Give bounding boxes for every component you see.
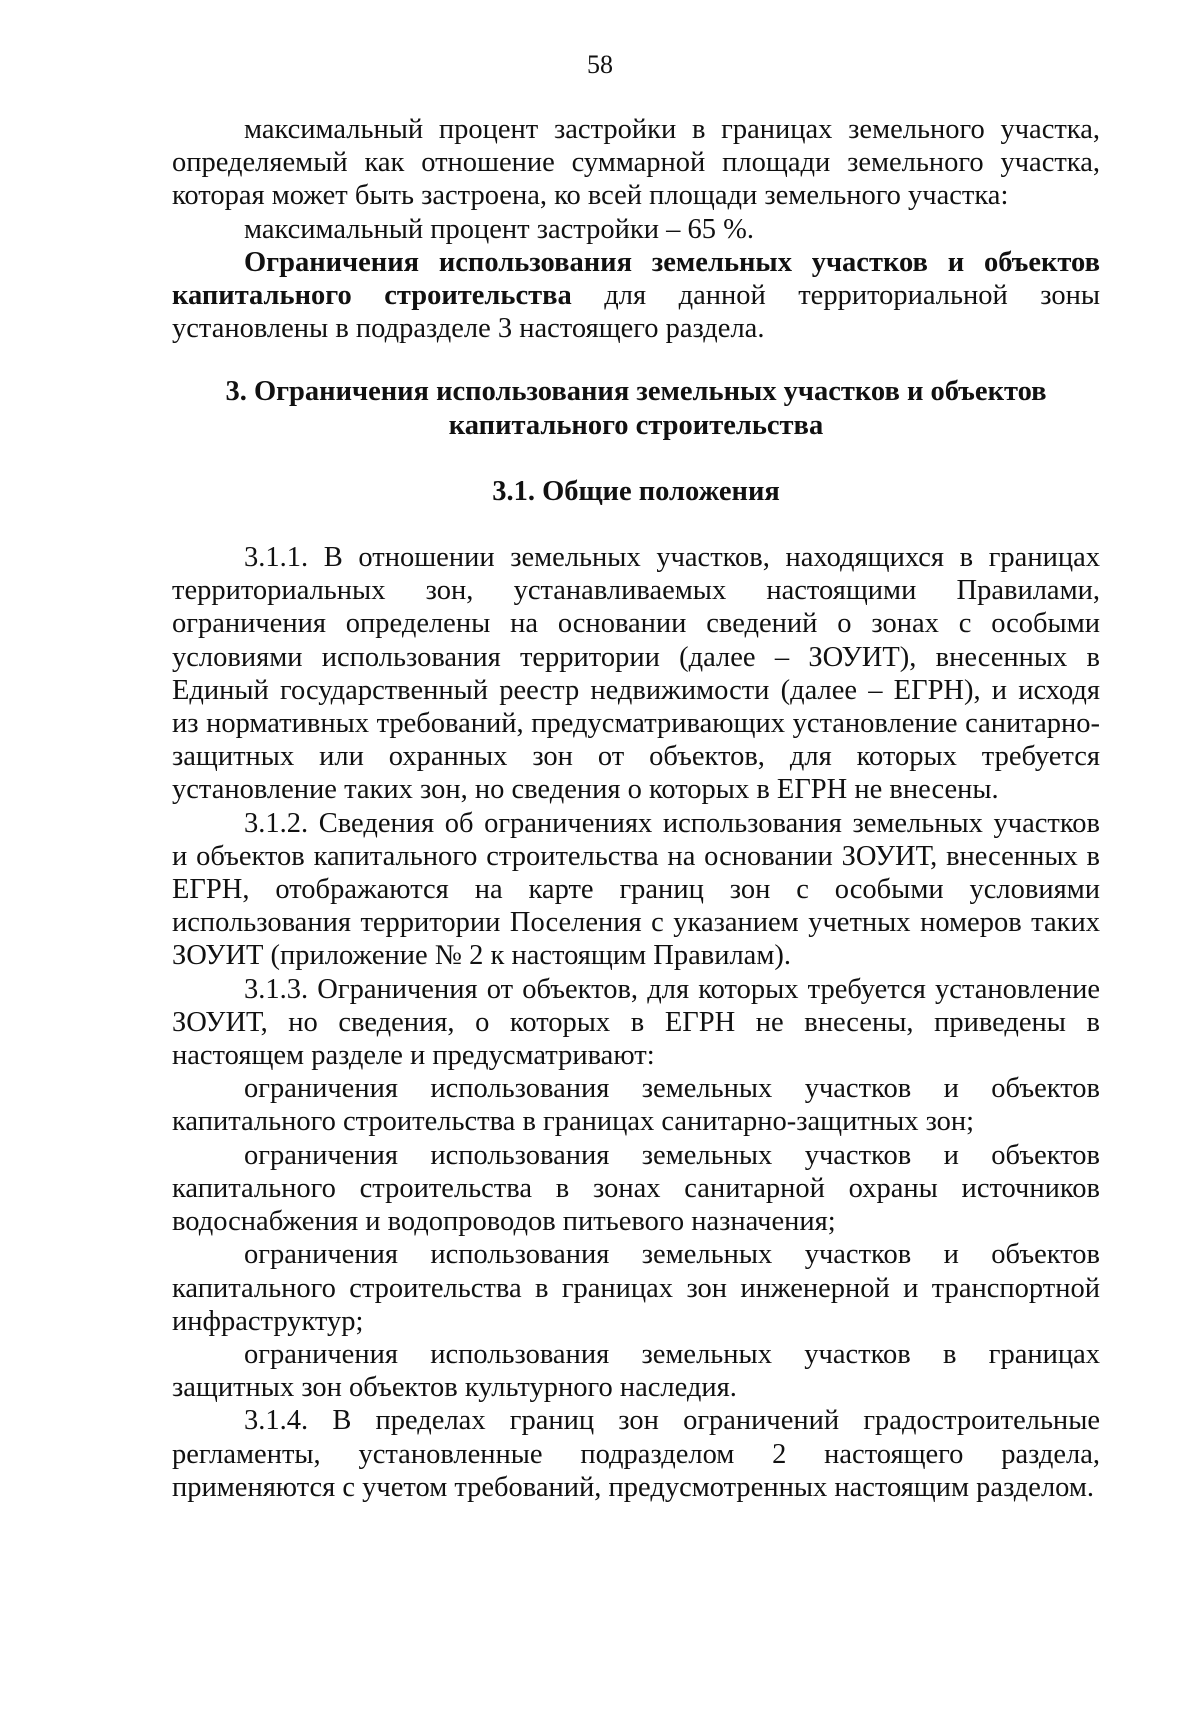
item-3-1-2: 3.1.2. Сведения об ограничениях использования земельных участков и объектов капитального строительства на основании ЗОУИТ, внесенных в ЕГРН, отображаются на карте границ зон с особыми условиями использования территории Поселения с указанием учетных номеров таких ЗОУИТ (приложение № 2 к настоящим Правилам). [172,807,1100,972]
subsection-heading: 3.1. Общие положения [492,475,780,507]
paragraph-restrictions-reference [172,246,1100,346]
list-item: ограничения использования земельных участков в границах защитных зон объектов культурного наследия. [172,1338,1100,1404]
paragraph-max-percent-definition: максимальный процент застройки в границах земельного участка, определяемый как отношение суммарной площади земельного участка, которая может быть застроена, ко всей площади земельного участка: [172,114,1100,212]
page-content [172,113,1100,1504]
item-3-1-4: 3.1.4. В пределах границ зон ограничений градостроительные регламенты, установленные подразделом 2 настоящего раздела, применяются с учетом требований, предусмотренных настоящим разделом. [172,1405,1100,1503]
list-item: ограничения использования земельных участков и объектов капитального строительства в зонах санитарной охраны источников водоснабжения и водопроводов питьевого назначения; [172,1139,1100,1238]
item-3-1-1: 3.1.1. В отношении земельных участков, находящихся в границах территориальных зон, устанавливаемых настоящими Правилами, ограничения определены на основании сведений о зонах с особыми условиями использования территории (далее – ЗОУИТ), внесенных в Единый государственный реестр недвижимости (далее – ЕГРН), и исходя из нормативных требований, предусматривающих установление санитарно-защитных или охранных зон от объектов, для которых требуется установление таких зон, но сведения о которых в ЕГРН не внесены. [172,542,1100,806]
paragraph-max-percent-value: максимальный процент застройки – 65 %. [244,213,754,245]
item-3-1-3: 3.1.3. Ограничения от объектов, для которых требуется установление ЗОУИТ, но сведения, о которых в ЕГРН не внесены, приведены в настоящем разделе и предусматривают: [172,973,1100,1072]
paragraph-restrictions-bold: Ограничения использования земельных участков и объектов капитального строительства [172,246,1100,312]
section-heading: 3. Ограничения использования земельных участков и объектов капитального строительства [225,376,1047,441]
list-item: ограничения использования земельных участков и объектов капитального строительства в границах санитарно-защитных зон; [172,1073,1100,1138]
list-item: ограничения использования земельных участков и объектов капитального строительства в границах зон инженерной и транспортной инфраструктур; [172,1239,1100,1337]
paragraph-restrictions-rest: для данной территориальной зоны установлены в подразделе 3 настоящего раздела. [172,280,1100,345]
page-number: 58 [587,50,613,79]
